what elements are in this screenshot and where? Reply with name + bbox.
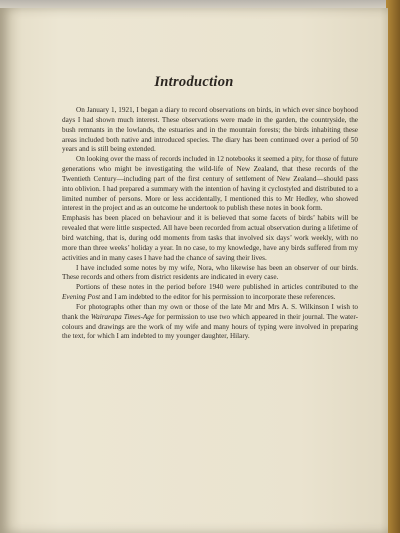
paragraph-3: Emphasis has been placed on behaviour and it is believed that some facets of birds’ habits will be revealed that were little suspected. All have been recorded from actual observation during a lifetime of bird watching, that is, during odd moments from tasks that involved six days’ work weekly, with no more than three weeks’ holiday a year. In no case, to my knowledge, have any birds suffered from my activities and in many cases I have had the chance of saving their lives. <box>62 214 358 262</box>
paragraph-1: On January 1, 1921, I began a diary to record observations on birds, in which ever since boyhood days I had shown much interest. These observations were made in the garden, the countryside, the bush remnants in the lowlands, the estuaries and in the mountain forests; the birds inhabiting these areas included both native and introduced species. The diary has been continued over a period of 50 years and is still being extended. <box>62 106 358 154</box>
paragraph-2: On looking over the mass of records included in 12 notebooks it seemed a pity, for those of future generations who might be investigating the wild-life of New Zealand, that these records of the Twentieth Century—including part of the first century of settlement of New Zealand—should pass into oblivion. I had prepared a summary with the intention of having it cyclostyled and distributed to a limited number of persons. More or less accidentally, I mentioned this to Mr Hedley, who showed interest in the project and as an outcome he undertook to publish these notes in book form. <box>62 155 358 213</box>
book-page <box>0 8 388 533</box>
paragraph-6-text-a: For photographs other than my own or those of the late Mr and Mrs A. S. Wilkinson I wish to thank the <box>62 302 358 321</box>
paragraph-6 <box>62 303 358 342</box>
paragraph-5 <box>62 283 358 303</box>
paragraph-5-text-b: and I am indebted to the editor for his permission to incorporate these references. <box>100 293 336 302</box>
paragraph-5-text-a: Portions of these notes in the period before 1940 were published in articles contributed to the <box>76 283 358 292</box>
book-cover-edge <box>386 0 400 533</box>
paragraph-6-text-b: for permission to use two which appeared in their journal. The water-colours and drawings are the work of my wife and many hours of typing were involved in preparing the text, for which I am indebted to my younger daughter, Hilary. <box>62 312 358 341</box>
page-title: Introduction <box>154 74 234 90</box>
paragraph-5-italic: Evening Post <box>62 293 101 302</box>
paragraph-6-italic: Wairarapa Times-Age <box>90 312 155 321</box>
introduction-text <box>62 106 358 342</box>
paragraph-4: I have included some notes by my wife, Nora, who likewise has been an observer of our birds. These records and others from district residents are indicated in every case. <box>62 263 358 282</box>
